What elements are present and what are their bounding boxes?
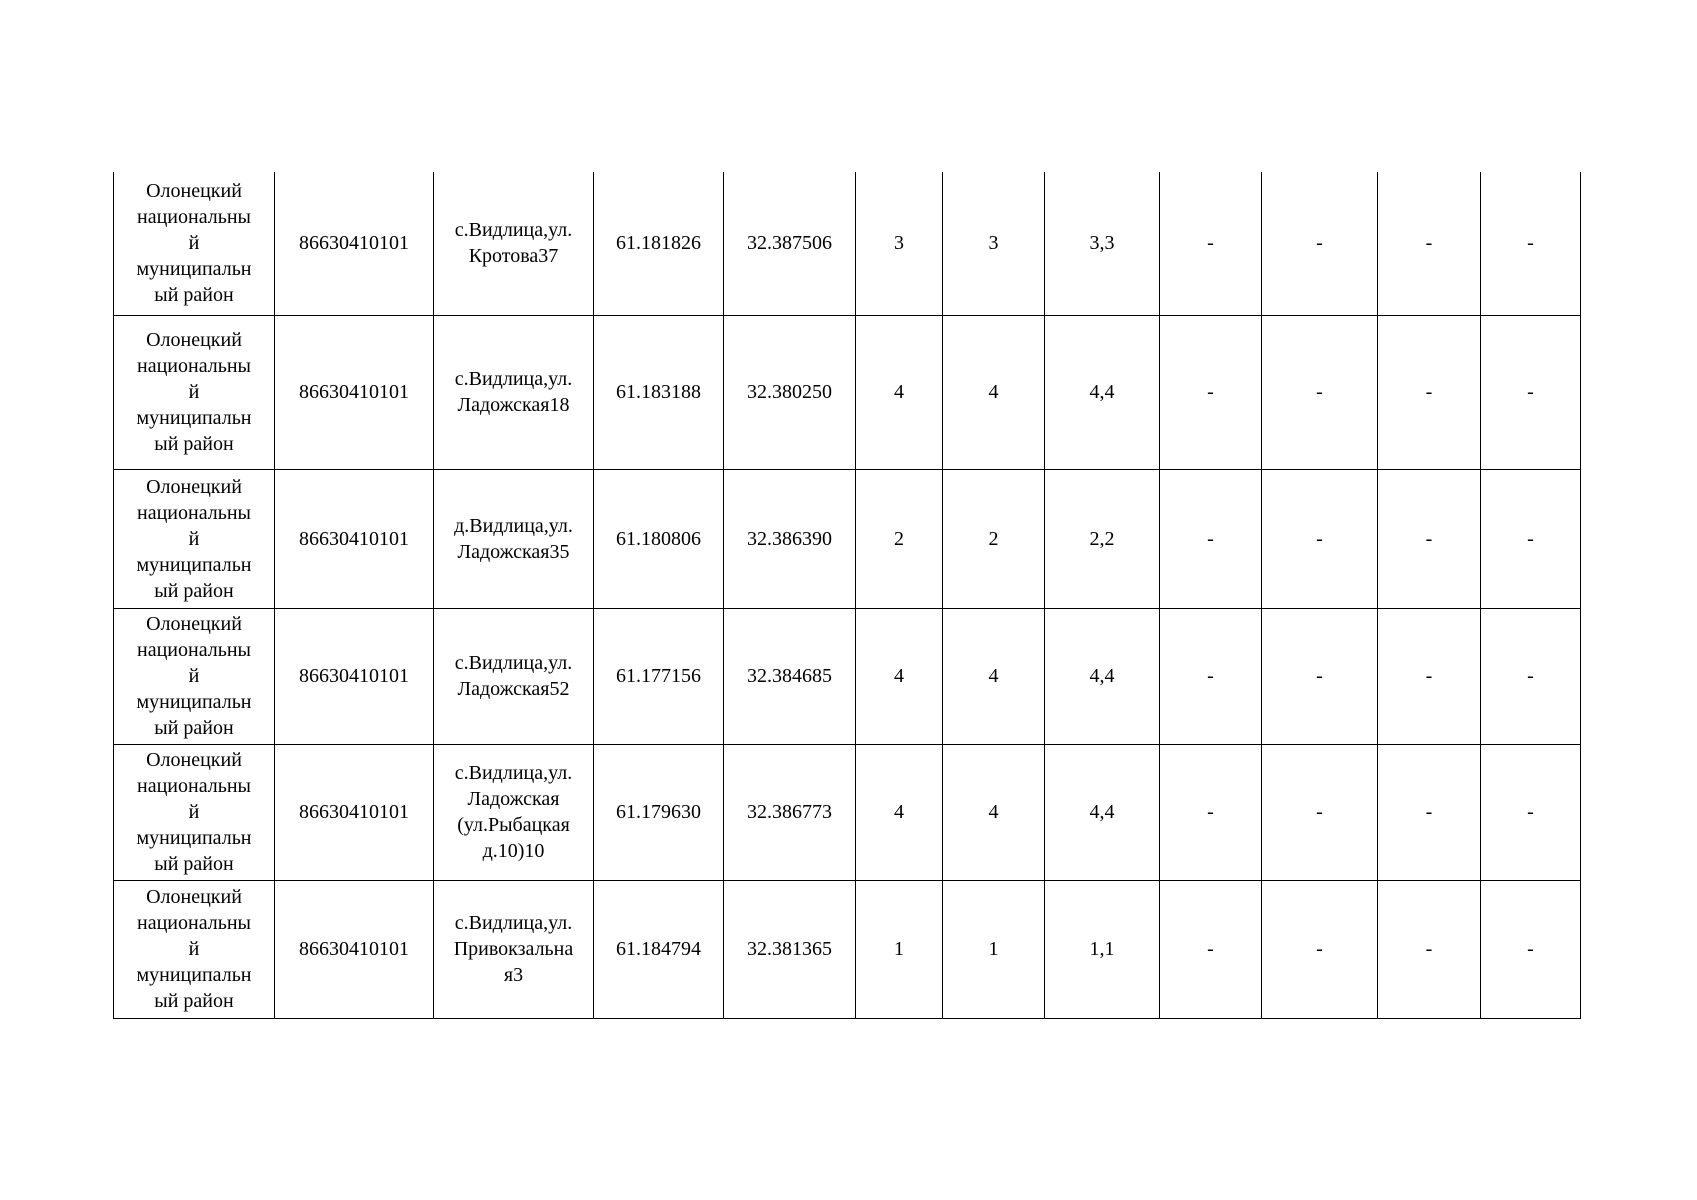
table-row <box>114 469 1581 608</box>
value-cell-1: 4 <box>856 744 943 880</box>
value-cell-3: 2,2 <box>1045 469 1160 608</box>
longitude-cell: 32.384685 <box>724 608 856 744</box>
table-row <box>114 744 1581 880</box>
value-cell-1: 3 <box>856 172 943 315</box>
value-cell-7: - <box>1481 880 1581 1018</box>
address-cell: с.Видлица,ул. Ладожская52 <box>434 608 594 744</box>
latitude-cell: 61.180806 <box>594 469 724 608</box>
value-cell-5: - <box>1262 315 1378 469</box>
value-cell-2: 4 <box>943 315 1045 469</box>
district-cell: Олонецкий национальны й муниципальн ый район <box>114 315 275 469</box>
table-row <box>114 315 1581 469</box>
document-page <box>113 172 1581 1019</box>
value-cell-4: - <box>1160 315 1262 469</box>
longitude-cell: 32.386773 <box>724 744 856 880</box>
value-cell-7: - <box>1481 469 1581 608</box>
value-cell-3: 4,4 <box>1045 315 1160 469</box>
longitude-cell: 32.380250 <box>724 315 856 469</box>
value-cell-4: - <box>1160 744 1262 880</box>
value-cell-5: - <box>1262 744 1378 880</box>
value-cell-4: - <box>1160 880 1262 1018</box>
table-row <box>114 608 1581 744</box>
longitude-cell: 32.386390 <box>724 469 856 608</box>
value-cell-1: 4 <box>856 608 943 744</box>
district-cell: Олонецкий национальны й муниципальн ый район <box>114 172 275 315</box>
value-cell-6: - <box>1378 608 1481 744</box>
district-cell: Олонецкий национальны й муниципальн ый район <box>114 880 275 1018</box>
value-cell-7: - <box>1481 608 1581 744</box>
oktmo-code-cell: 86630410101 <box>275 880 434 1018</box>
value-cell-5: - <box>1262 880 1378 1018</box>
value-cell-5: - <box>1262 608 1378 744</box>
value-cell-1: 1 <box>856 880 943 1018</box>
oktmo-code-cell: 86630410101 <box>275 744 434 880</box>
oktmo-code-cell: 86630410101 <box>275 172 434 315</box>
value-cell-2: 2 <box>943 469 1045 608</box>
district-cell: Олонецкий национальны й муниципальн ый район <box>114 469 275 608</box>
value-cell-2: 1 <box>943 880 1045 1018</box>
oktmo-code-cell: 86630410101 <box>275 469 434 608</box>
longitude-cell: 32.381365 <box>724 880 856 1018</box>
value-cell-5: - <box>1262 172 1378 315</box>
value-cell-6: - <box>1378 744 1481 880</box>
oktmo-code-cell: 86630410101 <box>275 608 434 744</box>
value-cell-2: 3 <box>943 172 1045 315</box>
oktmo-code-cell: 86630410101 <box>275 315 434 469</box>
latitude-cell: 61.179630 <box>594 744 724 880</box>
value-cell-1: 4 <box>856 315 943 469</box>
value-cell-3: 4,4 <box>1045 744 1160 880</box>
address-cell: д.Видлица,ул. Ладожская35 <box>434 469 594 608</box>
value-cell-4: - <box>1160 608 1262 744</box>
value-cell-1: 2 <box>856 469 943 608</box>
value-cell-3: 3,3 <box>1045 172 1160 315</box>
address-cell: с.Видлица,ул. Ладожская (ул.Рыбацкая д.10)10 <box>434 744 594 880</box>
longitude-cell: 32.387506 <box>724 172 856 315</box>
address-cell: с.Видлица,ул. Ладожская18 <box>434 315 594 469</box>
latitude-cell: 61.181826 <box>594 172 724 315</box>
district-cell: Олонецкий национальны й муниципальн ый район <box>114 608 275 744</box>
value-cell-6: - <box>1378 880 1481 1018</box>
value-cell-5: - <box>1262 469 1378 608</box>
value-cell-4: - <box>1160 469 1262 608</box>
value-cell-7: - <box>1481 315 1581 469</box>
value-cell-2: 4 <box>943 608 1045 744</box>
value-cell-3: 4,4 <box>1045 608 1160 744</box>
latitude-cell: 61.183188 <box>594 315 724 469</box>
value-cell-6: - <box>1378 469 1481 608</box>
value-cell-4: - <box>1160 172 1262 315</box>
value-cell-6: - <box>1378 315 1481 469</box>
table-row <box>114 880 1581 1018</box>
table-row <box>114 172 1581 315</box>
district-cell: Олонецкий национальны й муниципальн ый район <box>114 744 275 880</box>
address-cell: с.Видлица,ул. Кротова37 <box>434 172 594 315</box>
value-cell-7: - <box>1481 172 1581 315</box>
latitude-cell: 61.184794 <box>594 880 724 1018</box>
value-cell-6: - <box>1378 172 1481 315</box>
address-cell: с.Видлица,ул. Привокзальна я3 <box>434 880 594 1018</box>
latitude-cell: 61.177156 <box>594 608 724 744</box>
value-cell-7: - <box>1481 744 1581 880</box>
container-sites-table <box>113 172 1581 1019</box>
value-cell-3: 1,1 <box>1045 880 1160 1018</box>
value-cell-2: 4 <box>943 744 1045 880</box>
